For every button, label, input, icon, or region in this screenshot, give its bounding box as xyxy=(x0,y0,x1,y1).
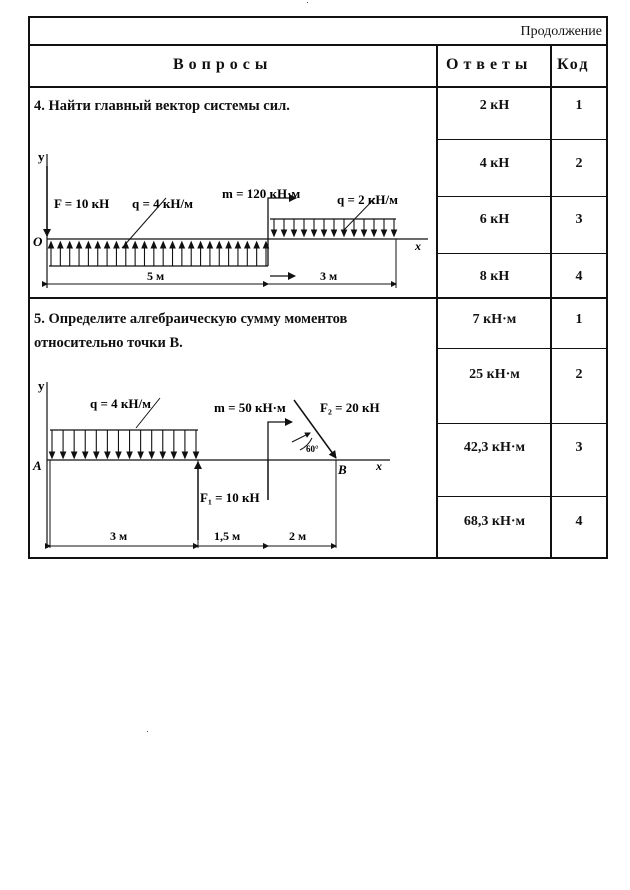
load-arrowhead xyxy=(142,242,147,248)
load-arrowhead xyxy=(86,242,91,248)
load-arrowhead xyxy=(114,242,119,248)
dim-1-5m: 1,5 м xyxy=(214,529,241,543)
answer-divider xyxy=(437,496,606,497)
distributed-load xyxy=(50,430,199,458)
q4-answer-4: 8 кН xyxy=(479,269,510,284)
force-f-label: F = 10 кН xyxy=(54,196,110,211)
header-answers: Ответы xyxy=(446,56,533,73)
continuation-label: Продолжение xyxy=(520,24,602,39)
question-4-text: 4. Найти главный вектор системы сил. xyxy=(34,98,290,114)
header-questions: Вопросы xyxy=(173,56,273,73)
load-arrowhead xyxy=(123,242,128,248)
y-axis-label: y xyxy=(38,149,45,164)
point-a-label: A xyxy=(33,458,42,473)
force-f2-label: F₂ = 20 кН xyxy=(320,400,380,415)
answer-divider xyxy=(437,423,606,424)
load-arrowhead xyxy=(362,230,367,236)
q4-code-3: 3 xyxy=(575,212,583,227)
y-axis-label: y xyxy=(38,378,45,393)
answer-divider xyxy=(437,196,606,197)
q5-answer-4: 68,3 кН·м xyxy=(463,514,526,529)
load-arrowhead xyxy=(171,452,176,458)
q4-code-2: 2 xyxy=(575,156,583,171)
load-arrowhead xyxy=(332,230,337,236)
dim-3m: 3 м xyxy=(320,269,338,283)
row-divider xyxy=(30,297,606,299)
load-arrowhead xyxy=(61,452,66,458)
q-label: q = 4 кН/м xyxy=(90,396,151,411)
q5-answer-3: 42,3 кН·м xyxy=(463,440,526,455)
load-arrowhead xyxy=(342,230,347,236)
q5-code-4: 4 xyxy=(575,514,583,529)
load-arrowhead xyxy=(179,242,184,248)
load-arrowhead xyxy=(127,452,132,458)
q5-answer-1: 7 кН·м xyxy=(472,312,517,327)
force-f1-label: F₁ = 10 кН xyxy=(200,490,260,505)
q5-answer-2: 25 кН·м xyxy=(469,367,520,382)
load-arrowhead xyxy=(382,230,387,236)
load-arrowhead xyxy=(312,230,317,236)
load-arrowhead xyxy=(94,452,99,458)
load-arrowhead xyxy=(95,242,100,248)
moment-label: m = 120 кН·м xyxy=(222,186,301,201)
origin-label: O xyxy=(33,234,43,249)
load-arrowhead xyxy=(105,452,110,458)
x-axis-label: x xyxy=(376,459,382,473)
question-5-line-1: 5. Определите алгебраическую сумму моментов xyxy=(34,311,348,327)
load-arrowhead xyxy=(189,242,194,248)
q5-code-1: 1 xyxy=(575,312,583,327)
dim-2m: 2 м xyxy=(289,529,307,543)
load-arrowhead xyxy=(254,242,259,248)
distributed-load-up xyxy=(49,242,269,266)
load-arrowhead xyxy=(58,242,63,248)
load-arrowhead xyxy=(372,230,377,236)
col-divider xyxy=(436,45,438,557)
question-5-line-2: относительно точки B. xyxy=(34,335,183,351)
answer-divider xyxy=(437,348,606,349)
q4-answer-1: 2 кН xyxy=(479,98,510,113)
load-arrowhead xyxy=(352,230,357,236)
load-arrowhead xyxy=(138,452,143,458)
load-arrowhead xyxy=(182,452,187,458)
load-arrowhead xyxy=(105,242,110,248)
load-arrowhead xyxy=(133,242,138,248)
load-arrowhead xyxy=(226,242,231,248)
load-arrowhead xyxy=(282,230,287,236)
load-arrowhead xyxy=(67,242,72,248)
answer-divider xyxy=(437,253,606,254)
q-right-label: q = 2 кН/м xyxy=(337,192,398,207)
angle-label: 60° xyxy=(306,444,319,454)
col-divider xyxy=(550,45,552,557)
load-arrowhead xyxy=(160,452,165,458)
load-arrowhead xyxy=(235,242,240,248)
load-arrowhead xyxy=(272,230,277,236)
answer-divider xyxy=(437,139,606,140)
q-left-label: q = 4 кН/м xyxy=(132,196,193,211)
load-arrowhead xyxy=(198,242,203,248)
q4-answer-3: 6 кН xyxy=(479,212,510,227)
q5-code-2: 2 xyxy=(575,367,583,382)
dim-5m: 5 м xyxy=(147,269,165,283)
load-arrowhead xyxy=(207,242,212,248)
load-arrowhead xyxy=(161,242,166,248)
x-axis-label: x xyxy=(415,239,421,253)
scan-dot xyxy=(147,731,148,732)
load-arrowhead xyxy=(217,242,222,248)
load-arrowhead xyxy=(149,452,154,458)
load-arrowhead xyxy=(72,452,77,458)
load-arrowhead xyxy=(245,242,250,248)
load-arrowhead xyxy=(302,230,307,236)
beam-diagram-4 xyxy=(30,136,435,296)
load-arrowhead xyxy=(49,242,54,248)
beam-diagram-5 xyxy=(30,370,435,558)
load-arrowhead xyxy=(116,452,121,458)
scan-dot xyxy=(307,2,308,3)
point-b-label: B xyxy=(338,462,347,477)
load-arrowhead xyxy=(83,452,88,458)
load-arrowhead xyxy=(392,230,397,236)
moment-label: m = 50 кН·м xyxy=(214,400,286,415)
load-arrowhead xyxy=(170,242,175,248)
load-arrowhead xyxy=(194,452,199,458)
load-arrowhead xyxy=(77,242,82,248)
load-arrowhead xyxy=(151,242,156,248)
q5-code-3: 3 xyxy=(575,440,583,455)
row-divider xyxy=(30,44,606,46)
q4-code-1: 1 xyxy=(575,98,583,113)
q4-answer-2: 4 кН xyxy=(479,156,510,171)
load-arrowhead xyxy=(50,452,55,458)
load-arrowhead xyxy=(292,230,297,236)
answer-table xyxy=(28,16,608,559)
header-code: Код xyxy=(557,56,590,73)
q4-code-4: 4 xyxy=(575,269,583,284)
distributed-load-down xyxy=(272,219,397,236)
dim-3m: 3 м xyxy=(110,529,128,543)
load-arrowhead xyxy=(322,230,327,236)
row-divider xyxy=(30,86,606,88)
